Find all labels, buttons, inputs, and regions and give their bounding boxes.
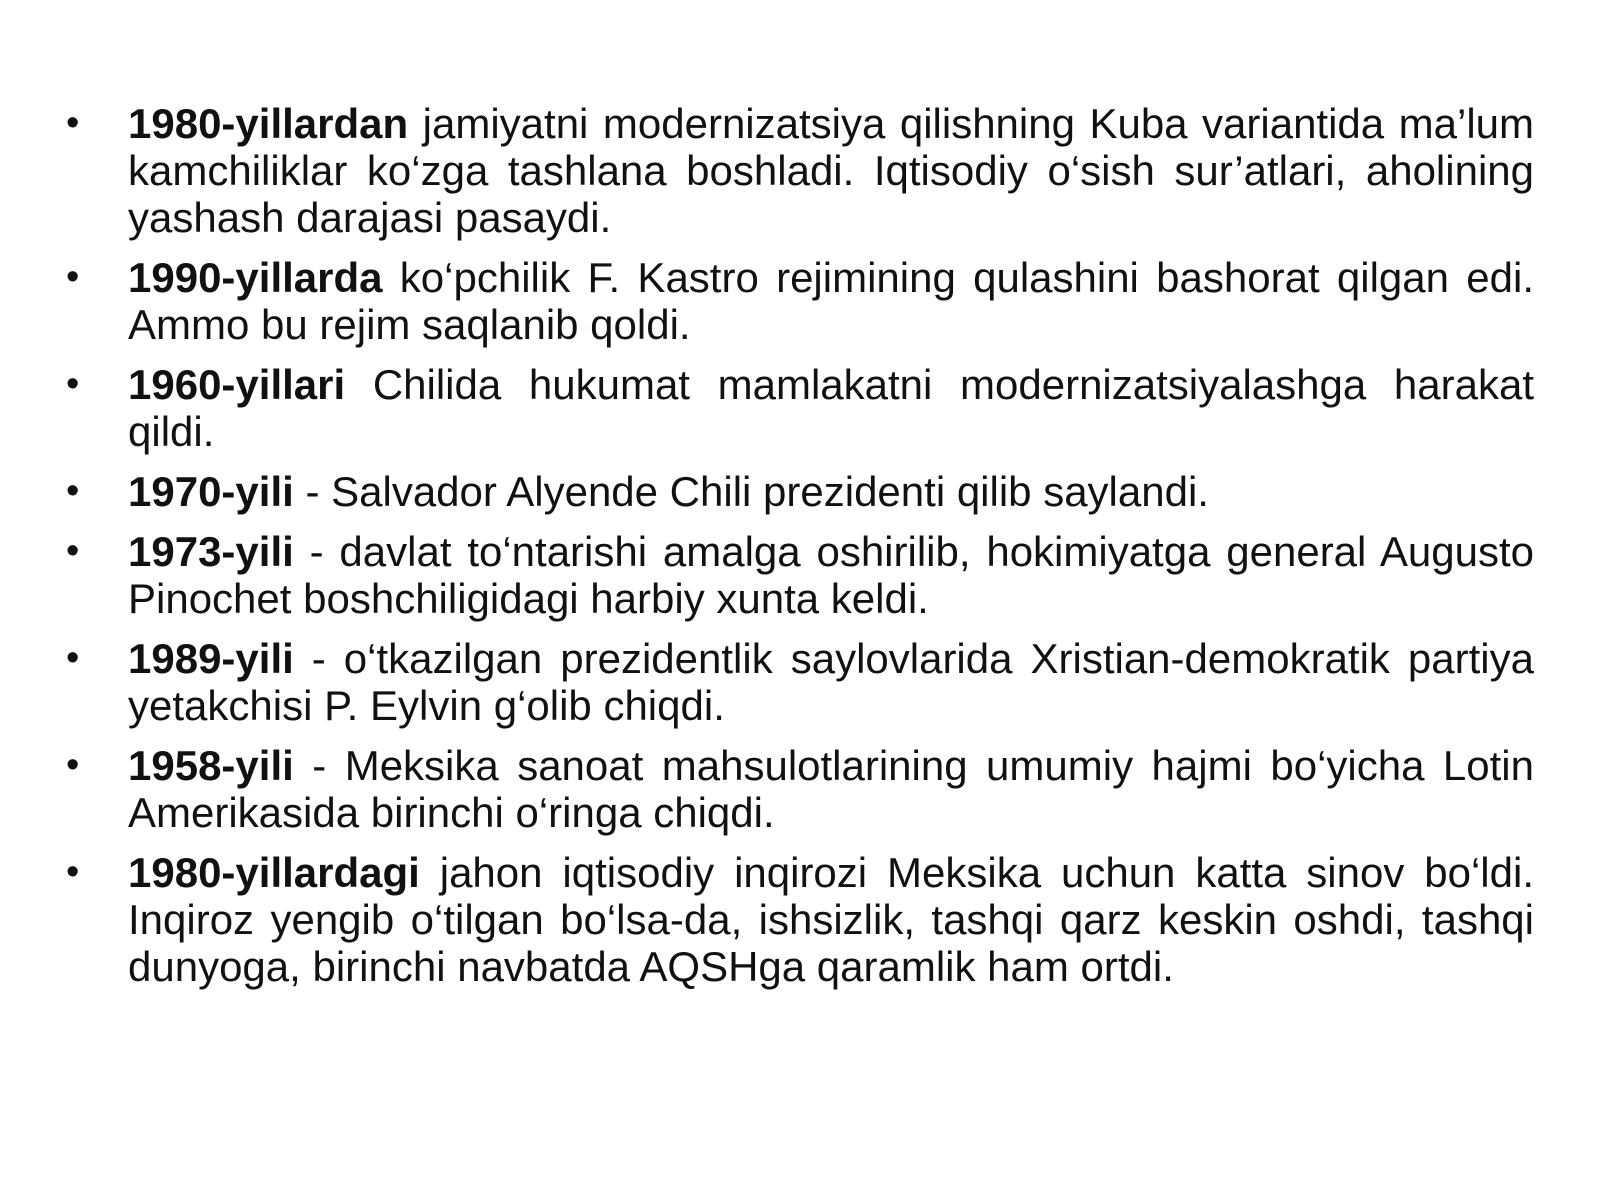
bullet-text: - davlat to‘ntarishi amalga oshirilib, hokimiyatga general Augusto Pinochet boshchiligidagi harbiy xunta keldi. bbox=[128, 528, 1534, 622]
bullet-lead: 1960-yillari bbox=[128, 361, 346, 408]
list-item bbox=[62, 635, 1534, 729]
bullet-lead: 1990-yillarda bbox=[128, 254, 383, 301]
bullet-icon: • bbox=[66, 256, 80, 298]
list-item bbox=[62, 528, 1534, 622]
bullet-lead: 1980-yillardan bbox=[128, 100, 409, 147]
bullet-text: jamiyatni modernizatsiya qilishning Kuba variantida ma’lum kamchiliklar ko‘zga tashlana boshladi. Iqtisodiy o‘sish sur’atlari, aholining yashash darajasi pasaydi. bbox=[128, 100, 1534, 241]
bullet-lead: 1973-yili bbox=[128, 528, 294, 575]
bullet-text: jahon iqtisodiy inqirozi Meksika uchun katta sinov bo‘ldi. Inqiroz yengib o‘tilgan bo‘lsa-da, ishsizlik, tashqi qarz keskin oshdi, tashqi dunyoga, birinchi navbatda AQSHga qaramlik ham ortdi. bbox=[128, 849, 1534, 990]
list-item bbox=[62, 849, 1534, 990]
bullet-lead: 1980-yillardagi bbox=[128, 849, 420, 896]
list-item bbox=[62, 361, 1534, 455]
bullet-icon: • bbox=[66, 363, 80, 405]
list-item bbox=[62, 254, 1534, 348]
list-item bbox=[62, 742, 1534, 836]
bullet-icon: • bbox=[66, 102, 80, 144]
bullet-icon: • bbox=[66, 637, 80, 679]
bullet-text: Chilida hukumat mamlakatni modernizatsiyalashga harakat qildi. bbox=[128, 361, 1534, 455]
bullet-icon: • bbox=[66, 470, 80, 512]
bullet-text: - Salvador Alyende Chili prezidenti qilib saylandi. bbox=[293, 468, 1209, 515]
bullet-lead: 1970-yili bbox=[128, 468, 294, 515]
bullet-list bbox=[62, 100, 1534, 1003]
bullet-text: - Meksika sanoat mahsulotlarining umumiy hajmi bo‘yicha Lotin Amerikasida birinchi o‘ringa chiqdi. bbox=[128, 742, 1534, 836]
list-item bbox=[62, 100, 1534, 241]
bullet-lead: 1989-yili bbox=[128, 635, 294, 682]
bullet-text: - o‘tkazilgan prezidentlik saylovlarida Xristian-demokratik partiya yetakchisi P. Eylvin g‘olib chiqdi. bbox=[128, 635, 1534, 729]
bullet-icon: • bbox=[66, 530, 80, 572]
bullet-icon: • bbox=[66, 744, 80, 786]
bullet-text: ko‘pchilik F. Kastro rejimining qulashini bashorat qilgan edi. Ammo bu rejim saqlanib qoldi. bbox=[128, 254, 1534, 348]
bullet-icon: • bbox=[66, 851, 80, 893]
list-item bbox=[62, 468, 1534, 515]
bullet-lead: 1958-yili bbox=[128, 742, 294, 789]
